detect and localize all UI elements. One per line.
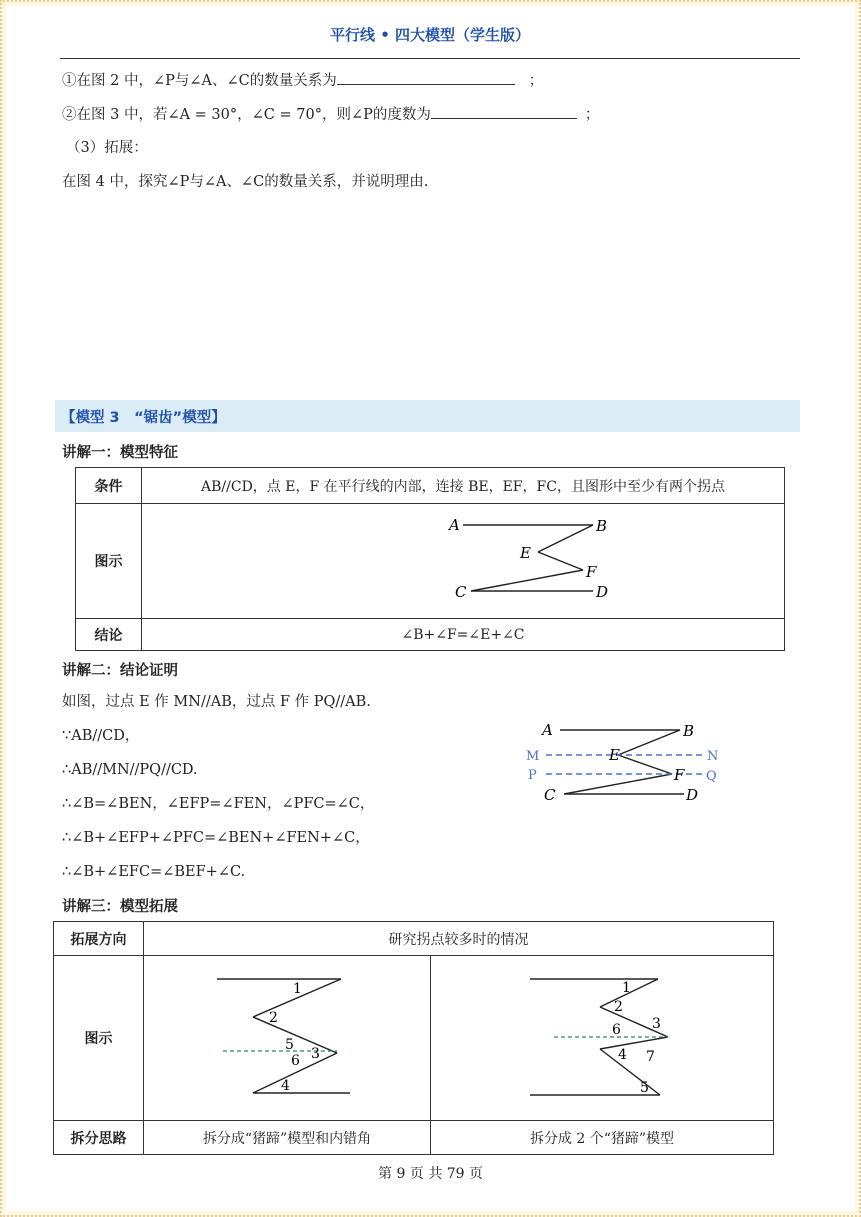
point-a: A (449, 516, 460, 534)
point-d: D (596, 583, 609, 601)
conclusion-text: ∠B+∠F=∠E+∠C (142, 619, 785, 651)
question-3-text: 在图 4 中，探究∠P与∠A、∠C的数量关系，并说明理由. (62, 174, 429, 190)
direction-text: 研究拐点较多时的情况 (144, 922, 774, 956)
proof-point-q: Q (706, 769, 717, 784)
left-angle-1: 1 (293, 981, 302, 997)
right-angle-3: 3 (652, 1016, 661, 1032)
model-extension-table (53, 921, 774, 1155)
question-3-title: （3）拓展： (66, 140, 148, 156)
proof-line-1: 如图，过点 E 作 MN//AB，过点 F 作 PQ//AB. (62, 694, 371, 710)
left-angle-3: 3 (311, 1046, 320, 1062)
point-b: B (596, 517, 608, 535)
condition-text: AB//CD，点 E，F 在平行线的内部，连接 BE，EF，FC，且图形中至少有两个拐点 (142, 468, 785, 504)
right-angle-7: 7 (646, 1049, 655, 1065)
right-fig-seg3 (600, 1037, 668, 1049)
ext-figure-label: 图示 (54, 956, 144, 1121)
proof-line-2: ∵AB//CD， (62, 728, 140, 744)
ext-figure-left (145, 957, 429, 1115)
explain1-heading: 讲解一：模型特征 (62, 445, 178, 461)
answer-blank-2[interactable] (431, 104, 577, 119)
left-angle-4: 4 (281, 1078, 290, 1094)
proof-figure (520, 712, 730, 812)
proof-point-b: B (683, 722, 695, 740)
line-ef (538, 552, 583, 570)
proof-point-p: P (528, 768, 537, 783)
direction-label: 拓展方向 (54, 922, 144, 956)
condition-label: 条件 (76, 468, 142, 504)
proof-line-be (618, 730, 680, 755)
right-angle-5: 5 (640, 1080, 649, 1096)
proof-point-m: M (526, 749, 540, 764)
sawtooth-figure (143, 505, 783, 613)
figure-label: 图示 (76, 504, 142, 619)
question-1 (62, 70, 543, 91)
answer-blank-1[interactable] (337, 70, 515, 85)
proof-point-a: A (542, 721, 553, 739)
left-angle-2: 2 (269, 1010, 278, 1026)
conclusion-label: 结论 (76, 619, 142, 651)
model-feature-table (75, 467, 785, 651)
split-label: 拆分思路 (54, 1121, 144, 1155)
right-angle-2: 2 (614, 999, 623, 1015)
section-title: 【模型 3 “锯齿”模型】 (61, 410, 226, 426)
proof-point-n: N (707, 749, 719, 764)
proof-line-fc (564, 774, 672, 794)
question-1-suffix: ； (528, 73, 544, 89)
line-be (538, 525, 593, 552)
figure-cell (142, 504, 785, 619)
section-title-bar (55, 400, 800, 432)
point-e: E (520, 544, 531, 562)
right-angle-1: 1 (622, 980, 631, 996)
question-2 (62, 104, 599, 125)
proof-line-4: ∴∠B=∠BEN，∠EFP=∠FEN，∠PFC=∠C， (62, 796, 375, 812)
ext-figure-right-cell (431, 956, 774, 1121)
page-footer: 第 9 页 共 79 页 (378, 1166, 483, 1182)
proof-line-3: ∴AB//MN//PQ//CD. (62, 762, 198, 778)
proof-point-d: D (686, 786, 699, 804)
page-header (60, 20, 800, 59)
proof-point-e: E (609, 746, 620, 764)
header-title: 平行线 • 四大模型（学生版） (329, 26, 531, 44)
split-left: 拆分成“猪蹄”模型和内错角 (144, 1121, 431, 1155)
ext-figure-right (432, 957, 772, 1115)
right-angle-4: 4 (618, 1047, 627, 1063)
point-f: F (586, 563, 597, 581)
right-angle-6: 6 (612, 1022, 621, 1038)
explain2-heading: 讲解二：结论证明 (62, 663, 178, 679)
proof-point-c: C (544, 786, 556, 804)
question-2-suffix: ； (584, 107, 600, 123)
line-fc (471, 570, 583, 591)
question-2-text: ②在图 3 中，若∠A = 30°，∠C = 70°，则∠P的度数为 (62, 107, 431, 123)
proof-point-f: F (674, 766, 685, 784)
proof-line-6: ∴∠B+∠EFC=∠BEF+∠C. (62, 864, 246, 880)
proof-line-ef (618, 755, 672, 774)
proof-line-5: ∴∠B+∠EFP+∠PFC=∠BEN+∠FEN+∠C， (62, 830, 370, 846)
split-right: 拆分成 2 个“猪蹄”模型 (431, 1121, 774, 1155)
left-fig-seg2 (253, 1017, 337, 1053)
question-1-text: ①在图 2 中，∠P与∠A、∠C的数量关系为 (62, 73, 337, 89)
left-angle-5: 5 (285, 1037, 294, 1053)
point-c: C (455, 583, 467, 601)
explain3-heading: 讲解三：模型拓展 (62, 899, 178, 915)
left-angle-6: 6 (291, 1053, 300, 1069)
ext-figure-left-cell (144, 956, 431, 1121)
